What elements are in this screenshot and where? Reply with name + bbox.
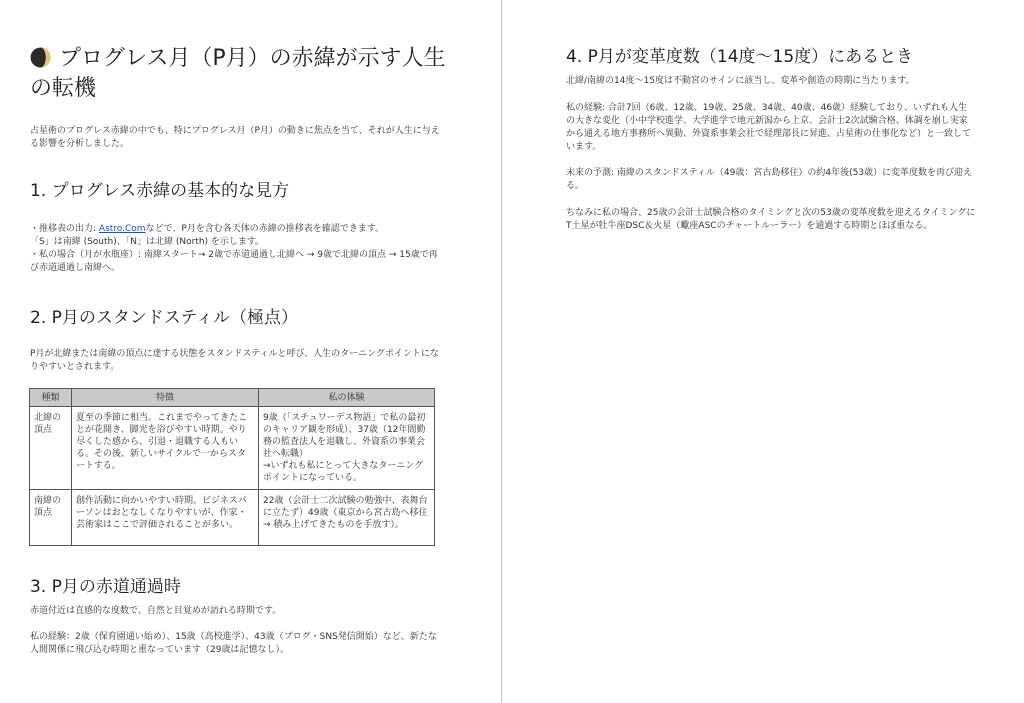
section3-body2: 私の経験：2歳（保育園通い始め）、15歳（高校進学）、43歳（ブログ・SNS発信開始）など、新たな人間関係に飛び込む時期と重なっています（29歳は記憶なし）。 bbox=[30, 632, 437, 655]
intro-paragraph: 占星術のプログレス赤緯の中でも、特にプログレス月（P月）の動きに焦点を当て、それが人生に与える影響を分析しました。 bbox=[30, 126, 440, 149]
table-header-experience: 私の体験 bbox=[259, 389, 435, 407]
section1-line3: ・私の場合（月が水瓶座）: 南緯スタート→ 2歳で赤道通過し北緯へ → 9歳で北緯の頂点 → 15歳で再び赤道通過し南緯へ。 bbox=[30, 250, 438, 273]
table-cell-experience: 9歳（「スチュワーデス物語」で私の最初のキャリア観を形成）、37歳（12年間勤務の監査法人を退職し、外資系の事業会社へ転職） →いずれも私にとって大きなターニングポイントになっている。 bbox=[259, 407, 435, 490]
astro-com-link[interactable]: Astro.Com bbox=[98, 224, 146, 234]
section3-body1: 赤道付近は直感的な度数で、自然と目覚めが訪れる時期です。 bbox=[30, 606, 282, 616]
table-header-type: 種類 bbox=[30, 389, 72, 407]
table-cell-feature: 夏至の季節に相当。これまでやってきたことが花開き、脚光を浴びやすい時期。やり尽くした感から、引退・退職する人もいる。その後、新しいサイクルで一からスタートする。 bbox=[72, 407, 259, 490]
table-row bbox=[30, 407, 435, 490]
document-title bbox=[30, 44, 450, 104]
document-page-right bbox=[502, 0, 1024, 703]
section1-heading: 1. プログレス赤緯の基本的な見方 bbox=[30, 181, 290, 201]
section3-heading: 3. P月の赤道通過時 bbox=[30, 577, 181, 597]
moon-phase-icon bbox=[30, 47, 51, 68]
table-header-feature: 特徴 bbox=[72, 389, 259, 407]
section1-line1-suffix: などで、P月を含む各天体の赤緯の推移表を確認できます。 bbox=[145, 224, 385, 234]
table-header-row bbox=[30, 389, 435, 407]
section1-line1 bbox=[30, 223, 440, 236]
table-cell-type: 北緯の頂点 bbox=[30, 407, 72, 490]
section4-p3: 未来の予測: 南緯のスタンドスティル（49歳：宮古島移住）の約4年後(53歳）に変革度数を再び迎える。 bbox=[566, 168, 973, 191]
document-title-text: プログレス月（P月）の赤緯が示す人生の転機 bbox=[30, 46, 446, 101]
section4-p1: 北緯/南緯の14度〜15度は不動宮のサインに該当し、変革や創造の時期に当たります。 bbox=[566, 76, 915, 86]
section4-p4: ちなみに私の場合、25歳の会計士試験合格のタイミングと次の53歳の変革度数を迎えるタイミングにT土星が牡牛座DSC＆火星（蠍座ASCのチャートルーラー）を通過する時期とほぼ重なる。 bbox=[566, 208, 976, 231]
table-cell-feature: 創作活動に向かいやすい時期。ビジネスパーソンはおとなしくなりやすいが、作家・芸術家はここで評価されることが多い。 bbox=[72, 490, 259, 546]
table-cell-experience: 22歳（会計士二次試験の勉強中、表舞台に立たず）49歳（東京から宮古島へ移住 → 積み上げてきたものを手放す）。 bbox=[259, 490, 435, 546]
table-cell-type: 南緯の頂点 bbox=[30, 490, 72, 546]
section4-heading: 4. P月が変革度数（14度〜15度）にあるとき bbox=[566, 47, 914, 67]
section4-p2: 私の経験: 合計7回（6歳、12歳、19歳、25歳、34歳、40歳、46歳）経験しており、いずれも人生の大きな変化（小中学校進学、大学進学で地元新潟から上京、会計士2次試験合格、体調を崩し実家から通える地方事務所へ異動、外資系事業会社で経理部長に昇進、占星術の仕事化など）と一致しています。 bbox=[566, 103, 972, 152]
document-page-left bbox=[0, 0, 501, 703]
section2-body: P月が北緯または南緯の頂点に達する状態をスタンドスティルと呼び、人生のターニングポイントになりやすいとされます。 bbox=[30, 349, 439, 372]
section2-heading: 2. P月のスタンドスティル（極点） bbox=[30, 308, 299, 328]
table-row bbox=[30, 490, 435, 546]
section1-line1-prefix: ・推移表の出力: bbox=[30, 224, 99, 234]
section1-line2: 「S」は南緯 (South)、「N」は北緯 (North) を示します。 bbox=[30, 237, 265, 247]
standstill-table bbox=[29, 388, 435, 546]
